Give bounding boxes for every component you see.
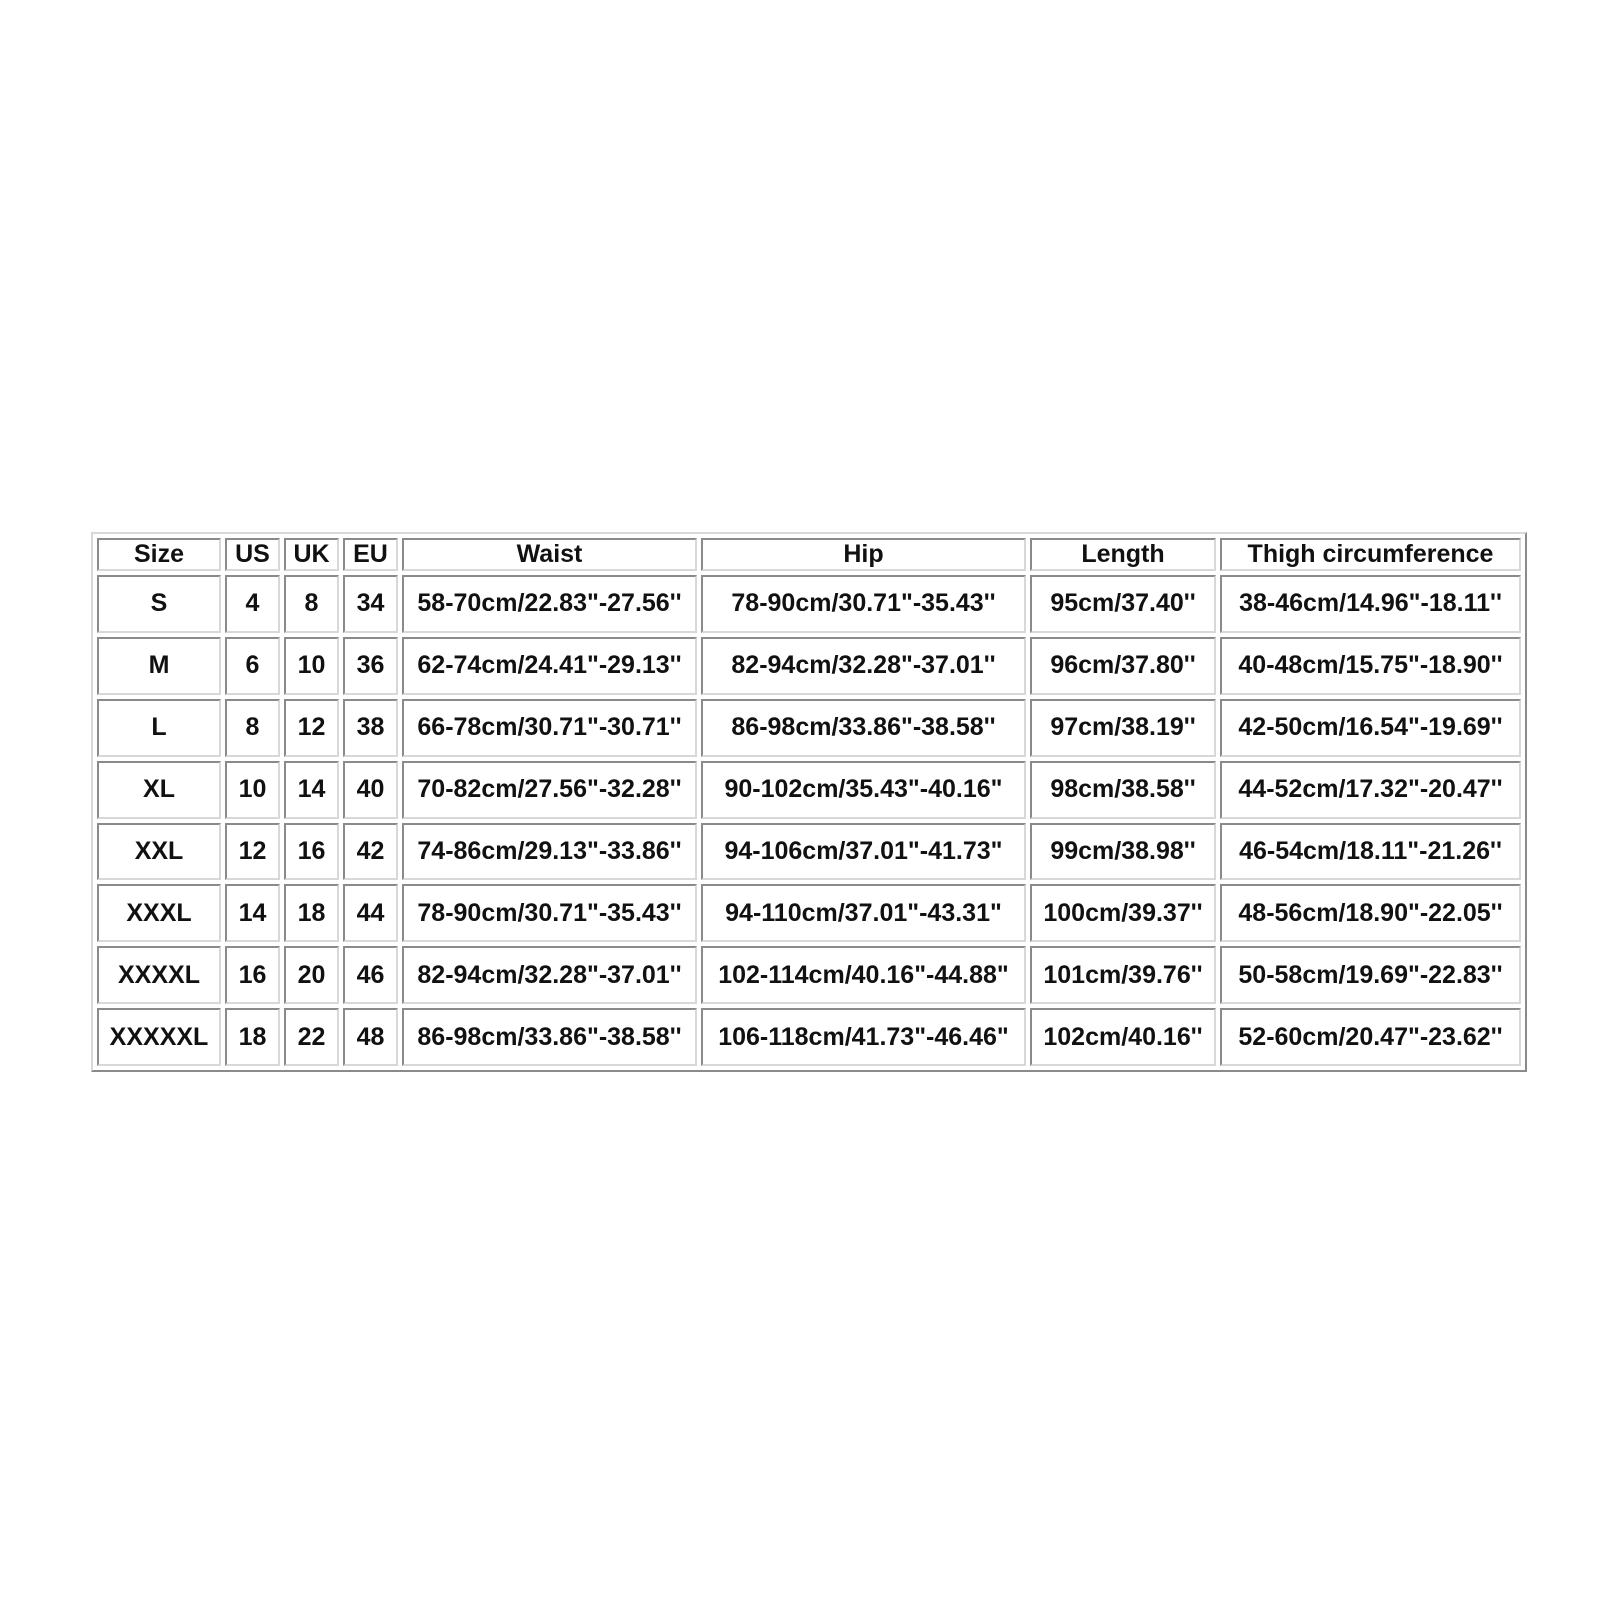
cell-eu: 46 [343,946,398,1004]
cell-length: 95cm/37.40'' [1030,575,1216,633]
header-row [97,538,1521,571]
header-uk: UK [284,538,339,571]
cell-thigh: 48-56cm/18.90"-22.05'' [1220,884,1521,942]
cell-length: 100cm/39.37'' [1030,884,1216,942]
header-eu: EU [343,538,398,571]
table-row [97,761,1521,819]
cell-hip: 94-110cm/37.01"-43.31" [701,884,1026,942]
cell-hip: 86-98cm/33.86"-38.58'' [701,699,1026,757]
cell-us: 8 [225,699,280,757]
header-thigh-circumference: Thigh circumference [1220,538,1521,571]
table-row [97,575,1521,633]
cell-hip: 102-114cm/40.16"-44.88" [701,946,1026,1004]
table-row [97,946,1521,1004]
cell-uk: 14 [284,761,339,819]
table-row [97,884,1521,942]
cell-waist: 82-94cm/32.28"-37.01'' [402,946,697,1004]
header-us: US [225,538,280,571]
table-row [97,1008,1521,1066]
cell-thigh: 52-60cm/20.47"-23.62'' [1220,1008,1521,1066]
cell-size: S [97,575,221,633]
cell-eu: 40 [343,761,398,819]
cell-hip: 78-90cm/30.71"-35.43'' [701,575,1026,633]
size-chart-table [91,532,1527,1072]
cell-thigh: 44-52cm/17.32"-20.47'' [1220,761,1521,819]
cell-us: 18 [225,1008,280,1066]
cell-thigh: 40-48cm/15.75"-18.90'' [1220,637,1521,695]
cell-length: 99cm/38.98'' [1030,823,1216,881]
cell-us: 14 [225,884,280,942]
table-row [97,823,1521,881]
cell-size: XXXXL [97,946,221,1004]
cell-thigh: 38-46cm/14.96"-18.11'' [1220,575,1521,633]
cell-eu: 42 [343,823,398,881]
cell-eu: 38 [343,699,398,757]
cell-hip: 82-94cm/32.28"-37.01'' [701,637,1026,695]
table-row [97,699,1521,757]
cell-length: 101cm/39.76'' [1030,946,1216,1004]
cell-hip: 106-118cm/41.73"-46.46" [701,1008,1026,1066]
table-row [97,637,1521,695]
cell-size: M [97,637,221,695]
header-hip: Hip [701,538,1026,571]
cell-waist: 74-86cm/29.13"-33.86'' [402,823,697,881]
cell-hip: 94-106cm/37.01"-41.73" [701,823,1026,881]
cell-uk: 22 [284,1008,339,1066]
cell-uk: 18 [284,884,339,942]
cell-waist: 70-82cm/27.56"-32.28'' [402,761,697,819]
cell-waist: 62-74cm/24.41"-29.13'' [402,637,697,695]
cell-hip: 90-102cm/35.43"-40.16" [701,761,1026,819]
cell-us: 6 [225,637,280,695]
cell-size: XXL [97,823,221,881]
cell-waist: 86-98cm/33.86"-38.58'' [402,1008,697,1066]
cell-size: XXXL [97,884,221,942]
cell-thigh: 46-54cm/18.11"-21.26'' [1220,823,1521,881]
cell-eu: 48 [343,1008,398,1066]
cell-thigh: 42-50cm/16.54"-19.69'' [1220,699,1521,757]
cell-length: 98cm/38.58'' [1030,761,1216,819]
cell-eu: 44 [343,884,398,942]
header-length: Length [1030,538,1216,571]
cell-uk: 8 [284,575,339,633]
cell-size: XXXXXL [97,1008,221,1066]
header-waist: Waist [402,538,697,571]
cell-uk: 12 [284,699,339,757]
cell-us: 12 [225,823,280,881]
cell-thigh: 50-58cm/19.69"-22.83'' [1220,946,1521,1004]
cell-size: XL [97,761,221,819]
cell-size: L [97,699,221,757]
cell-length: 102cm/40.16'' [1030,1008,1216,1066]
cell-us: 10 [225,761,280,819]
cell-us: 4 [225,575,280,633]
cell-eu: 34 [343,575,398,633]
cell-waist: 66-78cm/30.71"-30.71'' [402,699,697,757]
cell-eu: 36 [343,637,398,695]
cell-waist: 58-70cm/22.83"-27.56'' [402,575,697,633]
cell-uk: 10 [284,637,339,695]
header-size: Size [97,538,221,571]
cell-us: 16 [225,946,280,1004]
cell-uk: 16 [284,823,339,881]
cell-length: 96cm/37.80'' [1030,637,1216,695]
cell-waist: 78-90cm/30.71"-35.43'' [402,884,697,942]
cell-uk: 20 [284,946,339,1004]
cell-length: 97cm/38.19'' [1030,699,1216,757]
